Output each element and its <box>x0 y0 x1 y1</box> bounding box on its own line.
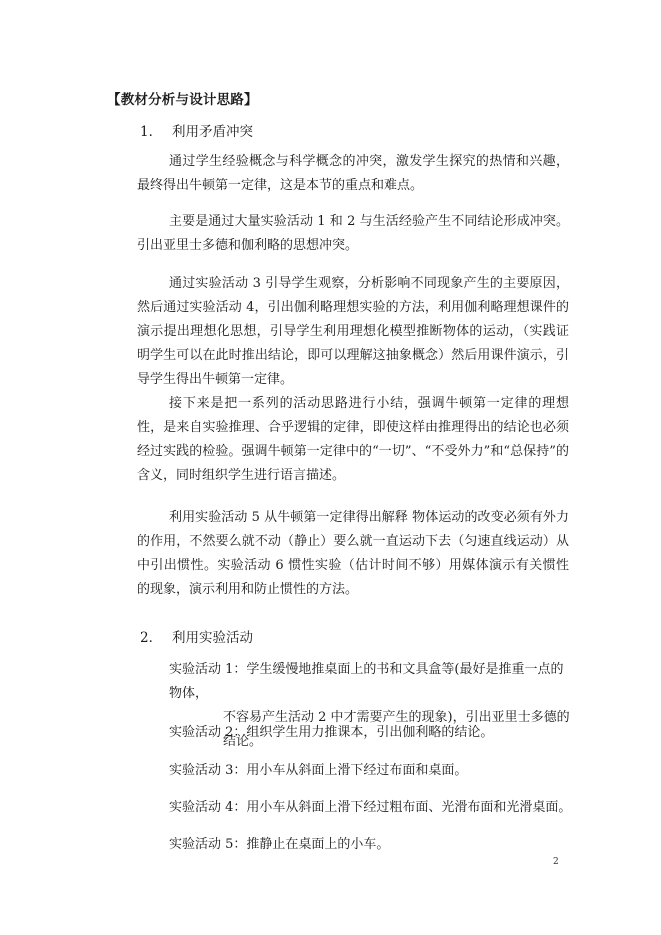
activity-5-text: 推静止在桌面上的小车。 <box>246 837 390 852</box>
activity-2-text: 组织学生用力推课本，引出伽利略的结论。 <box>246 725 494 740</box>
paragraph-2: 主要是通过大量实验活动 1 和 2 与生活经验产生不同结论形成冲突。引出亚里士多德和伽利略的思想冲突。 <box>137 214 569 253</box>
activity-3-label: 实验活动 3： <box>169 763 247 778</box>
activity-3 <box>169 759 571 783</box>
activity-4-label: 实验活动 4： <box>169 800 247 815</box>
activity-1-text: 学生缓慢地推桌面上的书和文具盒等(最好是推重一点的物体， <box>169 662 564 701</box>
paragraph-3: 通过实验活动 3 引导学生观察，分析影响不同现象产生的主要原因，然后通过实验活动 4，引出伽利略理想实验的方法，利用伽利略理想课件的演示提出理想化思想，引导学生利用理想化模型推断物体的运动，（实践证明学生可以在此时推出结论，即可以理解这抽象概念）然后用课件演示，引导学生得出牛顿第一定律。 <box>137 276 569 387</box>
activity-1-continuation: 不容易产生活动 2 中才需要产生的现象)，引出亚里士多德的结论。 <box>223 710 570 749</box>
paragraph-4: 接下来是把一系列的活动思路进行小结，强调牛顿第一定律的理想性，是来自实验推理、合乎逻辑的定律，即使这样由推理得出的结论也必须经过实践的检验。强调牛顿第一定律中的“一切”、“不受外力”和“总保持”的含义，同时组织学生进行语言描述。 <box>137 396 569 483</box>
activity-4-text: 用小车从斜面上滑下经过粗布面、光滑布面和光滑桌面。 <box>246 800 572 815</box>
activity-2 <box>169 721 571 745</box>
activity-4 <box>169 796 571 820</box>
activity-2-label: 实验活动 2： <box>169 725 247 740</box>
section-2-label: 利用实验活动 <box>172 630 253 646</box>
page-number: 2 <box>553 857 559 867</box>
paragraph-1: 通过学生经验概念与科学概念的冲突，激发学生探究的热情和兴趣，最终得出牛顿第一定律，这是本节的重点和难点。 <box>137 154 569 193</box>
section-1-label: 利用矛盾冲突 <box>172 124 253 140</box>
paragraph-5: 利用实验活动 5 从牛顿第一定律得出解释 物体运动的改变必须有外力的作用，不然要么就不动（静止）要么就一直运动下去（匀速直线运动）从中引出惯性。实验活动 6 惯性实验（估计时间不够）用媒体演示有关惯性的现象，演示利用和防止惯性的方法。 <box>137 510 569 597</box>
section-1-number: 1． <box>140 124 163 140</box>
activity-5-label: 实验活动 5： <box>169 837 247 852</box>
activity-1-label: 实验活动 1： <box>169 662 247 677</box>
activity-5 <box>169 833 571 857</box>
section-heading: 【教材分析与设计思路】 <box>107 92 258 108</box>
section-1-title <box>140 120 253 140</box>
section-2-number: 2． <box>140 630 163 646</box>
activity-3-text: 用小车从斜面上滑下经过布面和桌面。 <box>246 763 468 778</box>
section-2-title <box>140 626 253 646</box>
